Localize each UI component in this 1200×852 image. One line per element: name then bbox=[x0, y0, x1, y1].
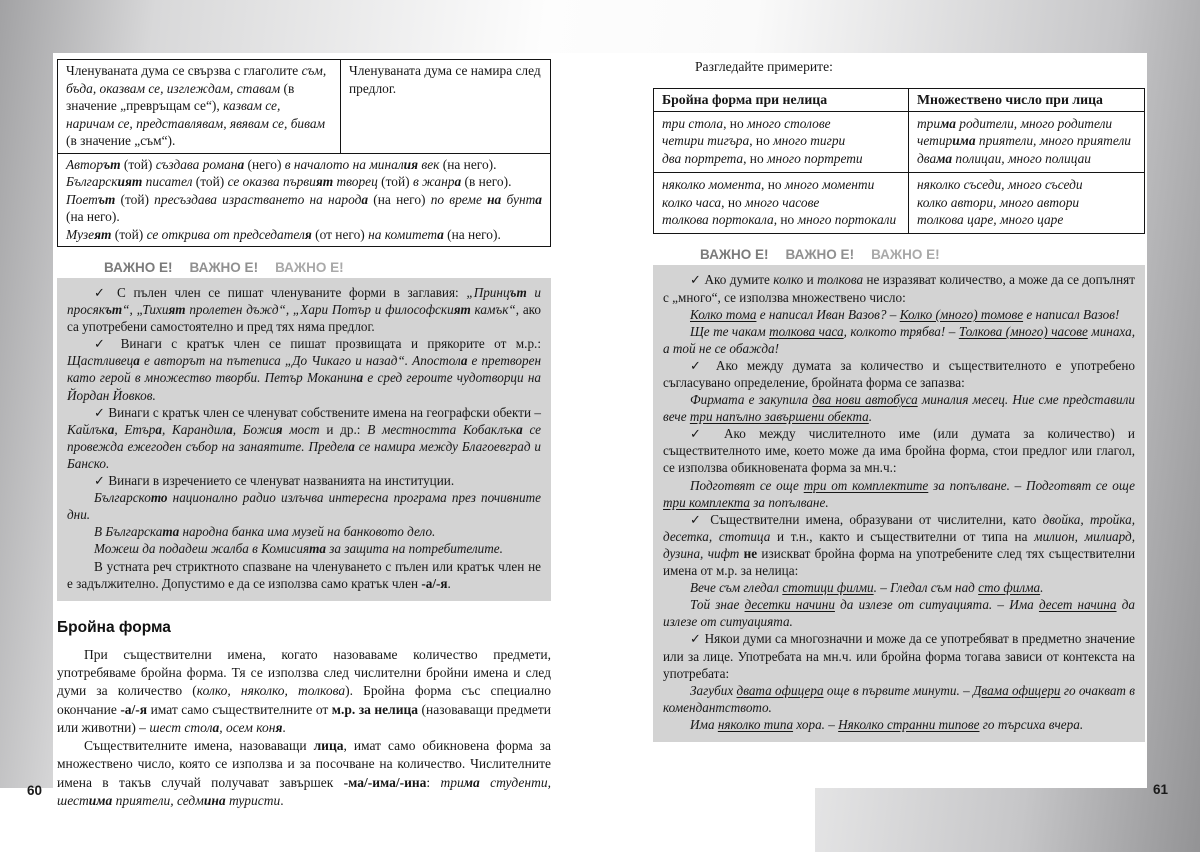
rule-paragraph: ✓ С пълен член се пишат членуваните форми в заглавия: „Принцът и просякът“, „Тихият пролетен дъжд“, „Хари Потър и философският камък“, ако са употребени самостоятелно и пред тях няма предлог. bbox=[67, 285, 542, 335]
example-paragraph: Той знае десетки начини да излезе от ситуацията. – Има десет начина да излезе от ситуацията. bbox=[663, 597, 1135, 630]
rule-paragraph: ✓ Винаги с кратък член се пишат прозвищата и прякорите от м.р.: Щастливеца е авторът на пътеписа „До Чикаго и назад“. Апостола е претворен като герой в множество творби. Петър Моканина е сред героите чудотворци на Йордан Йовков. bbox=[67, 336, 542, 403]
example-paragraph: Загубих двата офицера още в първите минути. – Двама офицери го очакват в комендантството. bbox=[663, 682, 1135, 715]
important-label: ВАЖНО Е! bbox=[700, 247, 769, 263]
example-sentence: Поетът (той) пресъздава израстването на народа (на него) по време на бунта (на него). bbox=[66, 191, 542, 224]
table-row bbox=[58, 60, 551, 154]
example-sentence: Авторът (той) създава романа (него) в началото на миналия век (на него). bbox=[66, 156, 497, 172]
rule-paragraph: ✓ Ако между числителното име (или думата за количество) и съществителното име, което може да има бройна форма, стои предлог или глагол, се използва обикновената форма за мн.ч.: bbox=[663, 426, 1135, 476]
important-heading-left bbox=[104, 260, 551, 275]
important-label: ВАЖНО Е! bbox=[189, 260, 259, 275]
count-form-comparison-table bbox=[653, 88, 1145, 234]
example-sentence: Музеят (той) се открива от председателя (от него) на комитета (на него). bbox=[66, 226, 501, 242]
table-cell: трима родители, много родители четирима приятели, много приятели двама полицаи, много полицаи bbox=[909, 112, 1145, 173]
column-header-persons: Множествено число при лица bbox=[909, 89, 1145, 112]
example-paragraph: Вече съм гледал стотици филми. – Гледал съм над сто филма. bbox=[690, 580, 1044, 596]
rule-paragraph: ✓ Ако между думата за количество и съществителното е употребено съгласувано определение, бройната форма се запазва: bbox=[663, 357, 1135, 390]
table-row bbox=[654, 173, 1145, 234]
table-header-row bbox=[654, 89, 1145, 112]
table-row bbox=[58, 153, 551, 247]
page-number-right: 61 bbox=[1153, 782, 1169, 797]
page-number-left: 60 bbox=[27, 783, 43, 798]
example-paragraph: Има няколко типа хора. – Няколко странни типове го търсиха вчера. bbox=[690, 716, 1084, 732]
example-paragraph: Можеш да подадеш жалба в Комисията за защита на потребителите. bbox=[94, 541, 503, 557]
example-paragraph: Колко тома е написал Иван Вазов? – Колко (много) томове е написал Вазов! bbox=[690, 306, 1120, 322]
rule-paragraph: ✓ Съществителни имена, образувани от числителни, като двойка, тройка, десетка, стотица и т.н., както и съществителни от типа на милион, милиард, дузина, чифт не изискват бройна форма на употребените след тях съществителни имена от м.р. за нелица: bbox=[663, 511, 1136, 579]
rule-paragraph: ✓ Винаги в изречението се членуват названията на институции. bbox=[94, 473, 455, 489]
table-cell: три стола, но много столове четири тигъра, но много тигри два портрета, но много портрети bbox=[654, 112, 909, 173]
table-cell-examples bbox=[58, 153, 551, 247]
right-page-column bbox=[653, 59, 1145, 742]
example-paragraph: Фирмата е закупила два нови автобуса миналия месец. Ние сме представили вече три напълно завършени обекта. bbox=[663, 392, 1135, 425]
example-paragraph: Българското национално радио излъчва интересна програма през почивните дни. bbox=[67, 490, 541, 523]
example-paragraph: Ще те чакам толкова часа, колкото трябва! – Толкова (много) часове минаха, а той не се обажда! bbox=[663, 323, 1136, 356]
example-sentence: Българският писател (той) се оказва първият творец (той) в жанра (в него). bbox=[66, 174, 512, 189]
table-row bbox=[654, 112, 1145, 173]
table-cell-verbs: Членуваната дума се свързва с глаголите съм, бъда, оказвам се, изглеждам, ставам (в значение „превръщам се“), казвам се, наричам се, представлявам, явявам се, бивам (в значение „съм“). bbox=[58, 60, 341, 154]
important-heading-right bbox=[700, 247, 1145, 262]
left-page-column bbox=[57, 59, 551, 810]
important-box-right bbox=[653, 265, 1145, 742]
column-header-nonpersons: Бройна форма при нелица bbox=[654, 89, 909, 112]
examples-intro: Разгледайте примерите: bbox=[695, 59, 833, 74]
body-paragraph: При съществителни имена, когато назоваваме количество предмети, употребяваме бройна форма. Тя се използва след числителни бройни имена и след думи за количество (колко, няколко, толкова). Бройна форма със специално окончание -а/-я имат само съществителните от м.р. за нелица (назоваващи предмети или животни) – шест стола, осем коня. bbox=[57, 646, 551, 735]
important-label: ВАЖНО Е! bbox=[871, 247, 940, 263]
rule-paragraph: В устната реч стриктното спазване на членуването с пълен или кратък член не е задължително. Допустимо е да се използва само кратък член -а/-я. bbox=[67, 558, 541, 591]
important-label: ВАЖНО Е! bbox=[104, 260, 173, 275]
example-paragraph: Подготвят се още три от комплектите за попълване. – Подготвят се още три комплекта за попълване. bbox=[663, 477, 1135, 510]
definite-article-table bbox=[57, 59, 551, 247]
example-paragraph: В Българската народна банка има музей на банковото дело. bbox=[94, 524, 436, 540]
important-label: ВАЖНО Е! bbox=[275, 260, 344, 275]
important-label: ВАЖНО Е! bbox=[785, 247, 855, 263]
body-paragraph: Съществителните имена, назоваващи лица, имат само обикновена форма за множествено число, която се използва и за посочване на количество. Числителните имена в такъв случай получават завършек -ма/-има/-ина: трима студенти, шестима приятели, седмина туристи. bbox=[57, 738, 551, 809]
rule-paragraph: ✓ Винаги с кратък член се членуват собствените имена на географски обекти – Кайлъка, Етъра, Карандила, Божия мост и др.: В местността Кобаклъка се провежда ежегоден събор на занаятите. Предела се намира между Благоевград и Банско. bbox=[67, 404, 541, 471]
table-cell: няколко съседи, много съседи колко автори, много автори толкова царе, много царе bbox=[909, 173, 1145, 234]
section-heading: Бройна форма bbox=[57, 618, 171, 636]
rule-paragraph: ✓ Някои думи са многозначни и може да се употребяват в предметно значение или за лице. Употребата на мн.ч. или бройна форма тогава зависи от контекста на употребата: bbox=[663, 631, 1135, 681]
table-cell: няколко момента, но много моменти колко часа, но много часове толкова портокала, но много портокали bbox=[654, 173, 909, 234]
rule-paragraph: ✓ Ако думите колко и толкова не изразяват количество, а може да се допълнят с „много“, се използва множествено число: bbox=[663, 272, 1135, 305]
important-box-left bbox=[57, 278, 551, 601]
table-cell-preposition: Членуваната дума се намира след предлог. bbox=[341, 60, 551, 154]
